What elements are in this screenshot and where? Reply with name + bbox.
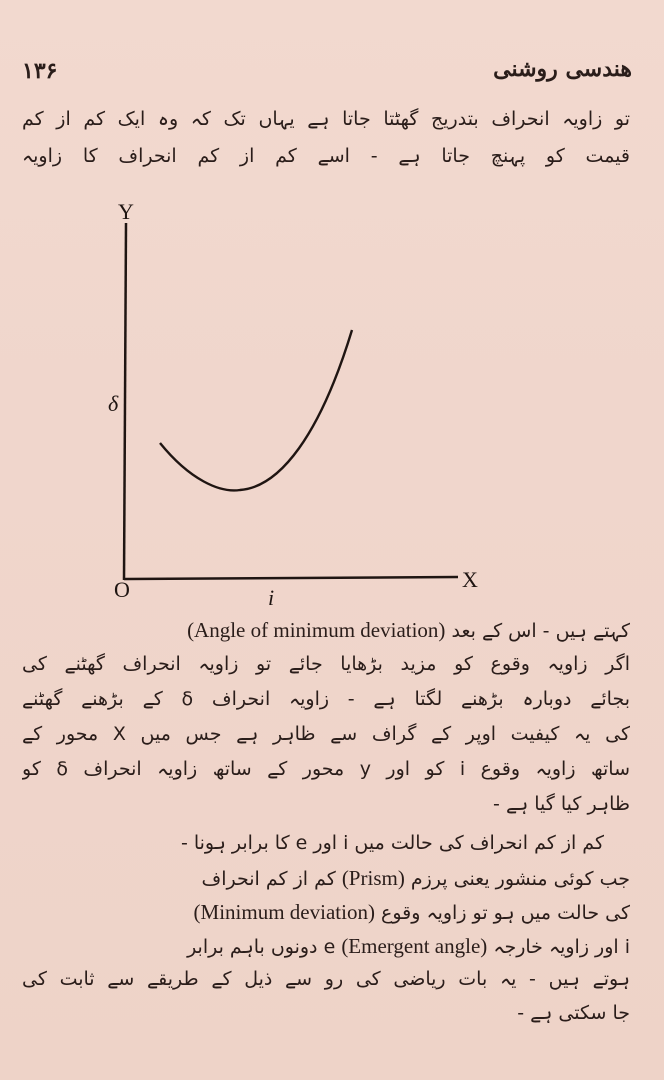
paragraph-2-line-1 xyxy=(22,618,630,643)
paragraph-3-line-5: ہوتے ہیں - یہ بات ریاضی کی رو سے ذیل کے طریقے سے ثابت کی xyxy=(22,968,630,990)
paragraph-3-line-4-b: e دونوں باہم برابر xyxy=(187,936,336,958)
x-axis xyxy=(124,577,458,579)
origin-label: O xyxy=(114,577,130,602)
running-title: هندسی روشنی xyxy=(493,56,632,82)
paragraph-2-line-2: اگر زاویہ وقوع کو مزید بڑھایا جائے تو زاویہ انحراف گھٹنے کی xyxy=(22,653,630,675)
y-axis xyxy=(124,223,126,580)
paragraph-1-line-2: قیمت کو پہنچ جاتا ہے - اسے کم از کم انحراف کا زاویہ xyxy=(22,145,630,167)
term-angle-of-minimum-deviation: (Angle of minimum deviation) xyxy=(187,618,446,642)
term-emergent-angle: (Emergent angle) xyxy=(341,934,488,958)
paragraph-3-line-4 xyxy=(22,934,630,959)
graph-svg xyxy=(100,195,500,615)
deviation-graph xyxy=(100,195,500,615)
page-header xyxy=(22,52,632,92)
paragraph-3-line-2-urdu-a: جب کوئی منشور یعنی پرزم xyxy=(410,868,630,890)
paragraph-3-line-3 xyxy=(22,900,630,925)
paragraph-2-line-3: بجائے دوبارہ بڑھنے لگتا ہے - زاویہ انحراف δ کے بڑھنے گھٹنے xyxy=(22,688,630,710)
y-axis-label: Y xyxy=(118,199,134,224)
curve-label: δ xyxy=(108,391,119,416)
paragraph-2-line-5: ساتھ زاویہ وقوع i کو اور y محور کے ساتھ زاویہ انحراف δ کو xyxy=(22,758,630,780)
paragraph-3-line-4-a: i اور زاویہ خارجہ xyxy=(493,936,630,958)
paragraph-3-line-2-urdu-b: کم از کم انحراف xyxy=(201,868,336,890)
paragraph-2-line-4: کی یہ کیفیت اوپر کے گراف سے ظاہر ہے جس میں X محور کے xyxy=(22,723,630,745)
paragraph-1-line-1: تو زاویہ انحراف بتدریج گھٹتا جاتا ہے یہاں تک کہ وہ ایک کم از کم xyxy=(22,108,630,130)
paragraph-3-line-3-urdu: کی حالت میں ہو تو زاویہ وقوع xyxy=(381,902,630,924)
paragraph-3-line-6: جا سکتی ہے - xyxy=(517,1002,630,1024)
x-axis-label: X xyxy=(462,567,478,592)
paragraph-2-line-6: ظاہر کیا گیا ہے - xyxy=(493,793,630,815)
paragraph-2-line-1-urdu: کہتے ہیں - اس کے بعد xyxy=(451,620,630,642)
x-variable-label: i xyxy=(268,585,275,610)
section-heading: کم از کم انحراف کی حالت میں i اور e کا برابر ہونا - xyxy=(180,832,604,854)
paragraph-3-line-2 xyxy=(22,866,630,891)
page-number: ۱۳۶ xyxy=(22,58,58,84)
term-minimum-deviation: (Minimum deviation) xyxy=(193,900,375,924)
deviation-curve xyxy=(160,330,352,490)
term-prism: (Prism) xyxy=(341,866,405,890)
